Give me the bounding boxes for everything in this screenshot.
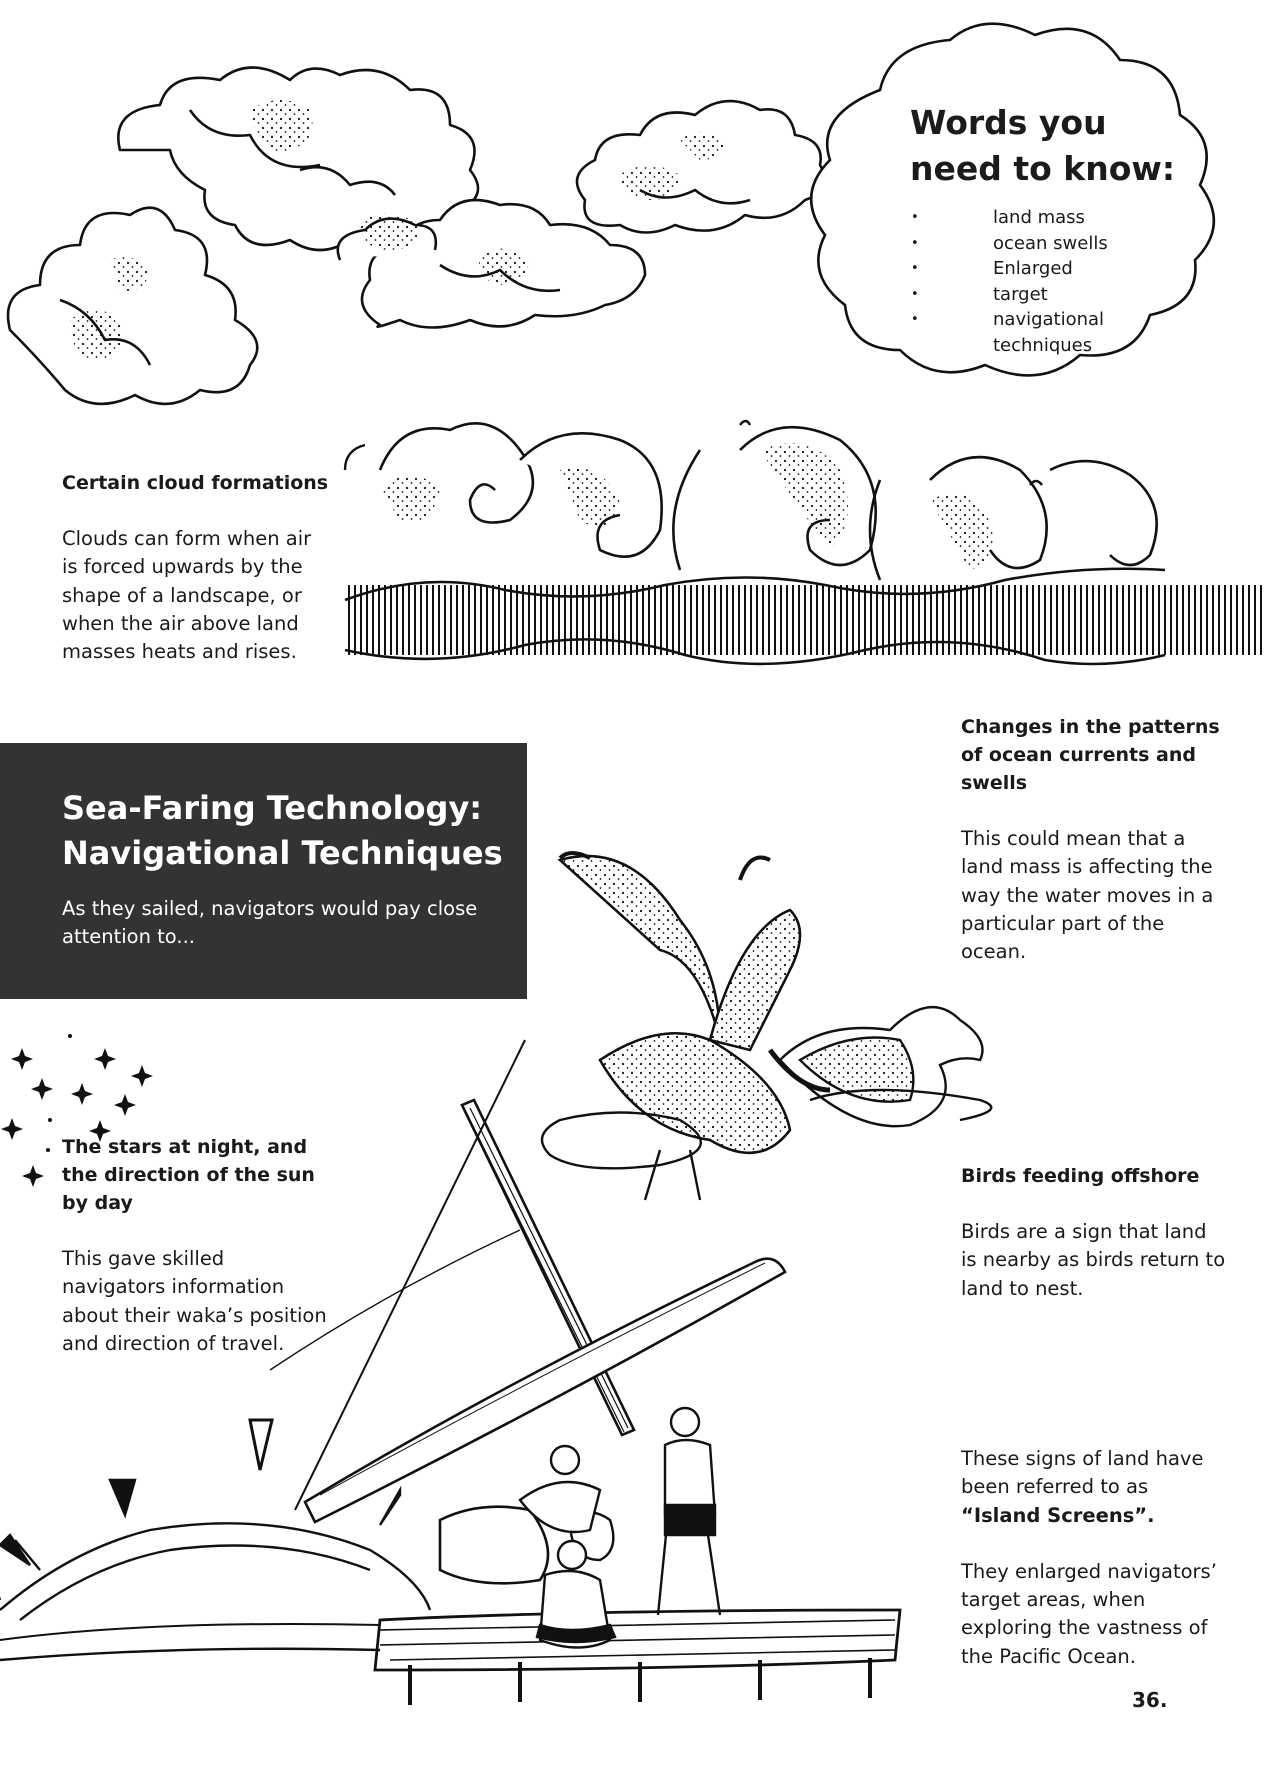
island-screens-body-line: target areas, when — [961, 1588, 1146, 1612]
island-screens-section — [961, 1445, 1261, 1671]
words-box-title — [910, 100, 1210, 192]
clouds-heading: Certain cloud formations — [62, 472, 329, 494]
words-list-item: • land mass — [905, 205, 1145, 231]
page-title — [62, 786, 522, 876]
currents-body-line: way the water moves in a — [961, 883, 1214, 907]
page-title-line-1: Sea-Faring Technology: — [62, 789, 483, 827]
birds-body-line: land to nest. — [961, 1276, 1084, 1300]
stars-body-line: about their waka’s position — [62, 1303, 327, 1327]
cloud-right-top — [577, 101, 825, 232]
island-screens-line: These signs of land have — [961, 1447, 1204, 1470]
words-list-item: • Enlarged — [905, 256, 1145, 282]
currents-body-line: This could mean that a — [961, 827, 1186, 850]
words-list-item: • ocean swells — [905, 231, 1145, 257]
cloud-left — [8, 208, 257, 404]
subtitle-line-1: As they sailed, navigators would pay close — [62, 897, 478, 920]
stars-heading-line: the direction of the sun — [62, 1164, 315, 1186]
currents-heading-line: swells — [961, 772, 1028, 794]
birds-body-line: Birds are a sign that land — [961, 1220, 1207, 1243]
stars-body-line: and direction of travel. — [62, 1331, 285, 1355]
clouds-body-line: when the air above land — [62, 611, 299, 635]
clouds-body-line: masses heats and rises. — [62, 640, 297, 664]
page-title-line-2: Navigational Techniques — [62, 834, 503, 872]
words-list-item: • navigational — [905, 307, 1145, 333]
island-screens-body-line: the Pacific Ocean. — [961, 1644, 1136, 1668]
currents-heading-line: Changes in the patterns — [961, 716, 1220, 738]
currents-body-line: particular part of the — [961, 911, 1165, 935]
island-screens-term: “Island Screens”. — [961, 1503, 1155, 1527]
currents-heading-line: of ocean currents and — [961, 744, 1196, 766]
currents-section — [961, 713, 1251, 966]
birds-body-line: is nearby as birds return to — [961, 1248, 1226, 1272]
words-title-line-1: Words you — [910, 103, 1107, 142]
birds-heading: Birds feeding offshore — [961, 1165, 1200, 1187]
words-list-item: • target — [905, 282, 1145, 308]
subtitle-line-2: attention to... — [62, 925, 195, 948]
currents-body-line: ocean. — [961, 940, 1027, 964]
words-list — [905, 205, 1145, 358]
island-screens-body-line: exploring the vastness of — [961, 1616, 1208, 1640]
stars-heading-line: The stars at night, and — [62, 1136, 308, 1158]
wave-crest-5 — [1050, 461, 1157, 565]
page-number: 36. — [1132, 1688, 1168, 1712]
island-screens-line: been referred to as — [961, 1475, 1149, 1499]
stars-heading-line: by day — [62, 1192, 133, 1214]
clouds-body-line: shape of a landscape, or — [62, 583, 302, 607]
page-subtitle — [62, 895, 492, 951]
clouds-body-line: is forced upwards by the — [62, 555, 303, 579]
words-title-line-2: need to know: — [910, 149, 1176, 188]
island-screens-body-line: They enlarged navigators’ — [961, 1559, 1217, 1583]
words-list-item: techniques — [993, 334, 1093, 356]
currents-body-line: land mass is affecting the — [961, 855, 1213, 879]
clouds-body-line: Clouds can form when air — [62, 527, 312, 550]
stars-body-line: This gave skilled — [62, 1247, 225, 1270]
stars-body-line: navigators information — [62, 1275, 285, 1299]
birds-drawing — [542, 853, 991, 1200]
birds-section — [961, 1162, 1261, 1303]
stars-section — [62, 1133, 382, 1358]
clouds-section — [62, 469, 362, 666]
